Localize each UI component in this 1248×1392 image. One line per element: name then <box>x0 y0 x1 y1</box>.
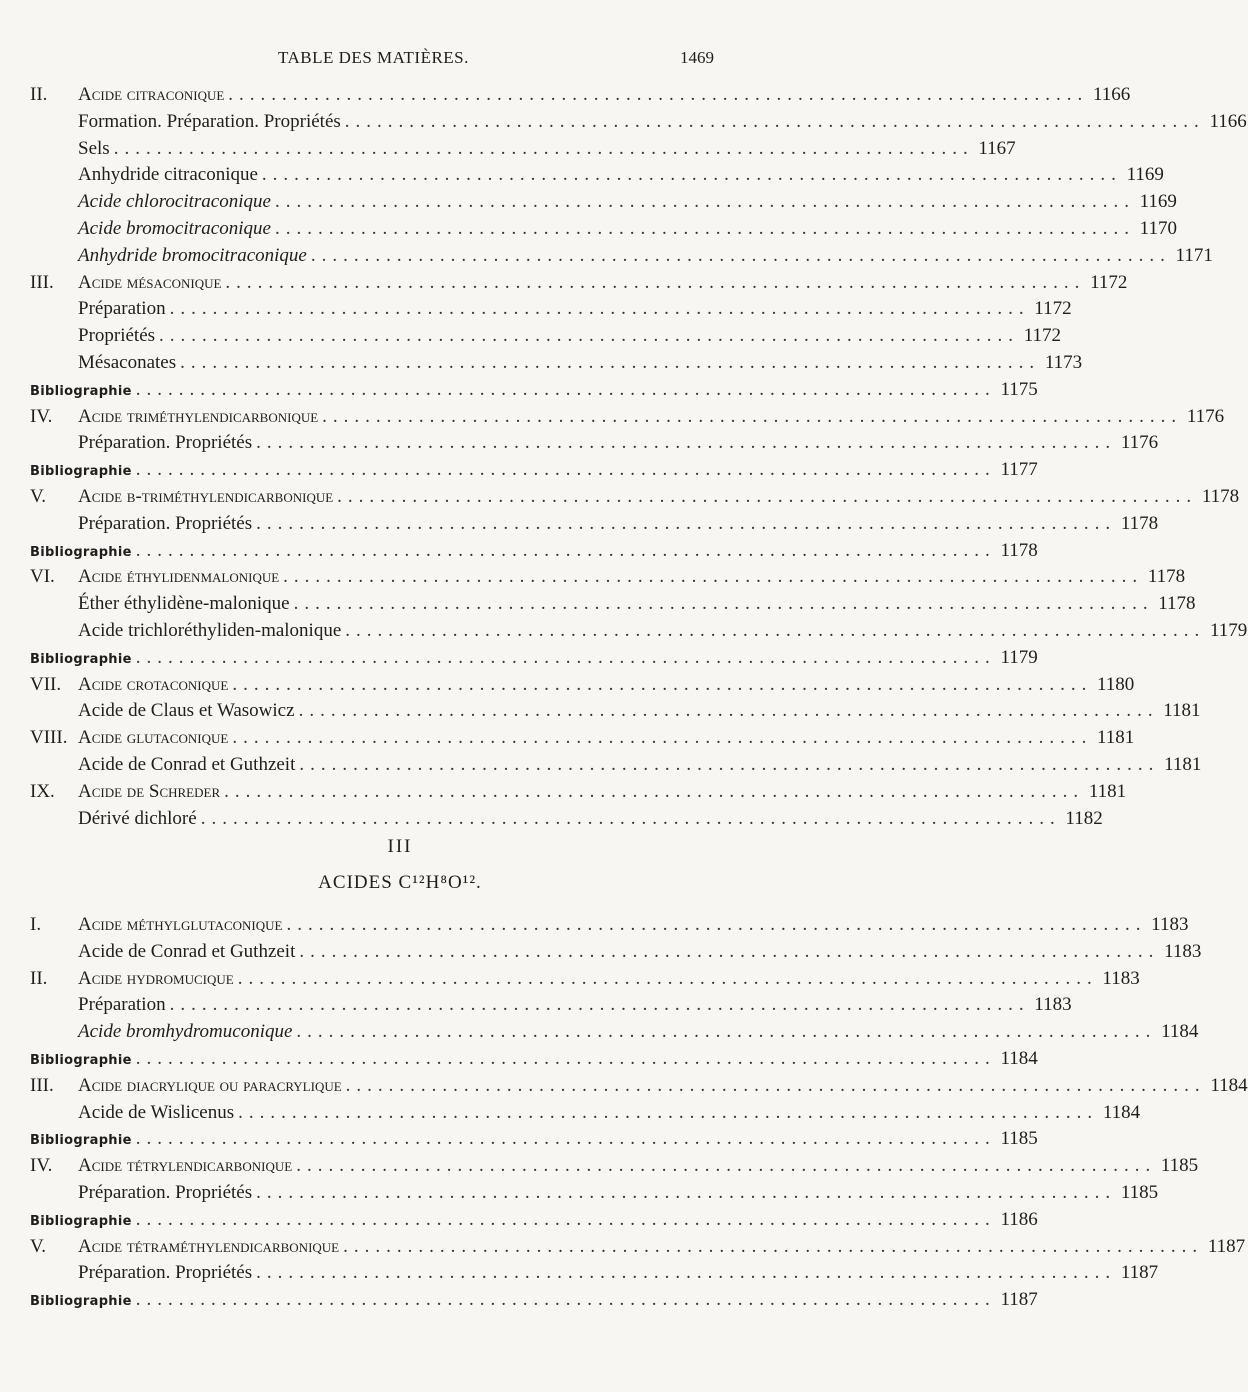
entry-title: Acide bromhydromuconique <box>78 1021 293 1043</box>
entry-page-number: 1172 <box>1090 271 1128 293</box>
toc-sub-entry <box>30 164 1164 190</box>
toc-chapter-entry <box>30 84 1131 110</box>
dot-leader: ................................................................................ <box>232 727 1093 749</box>
entry-page-number: 1181 <box>1163 700 1201 722</box>
entry-title: Bibliographie <box>30 651 132 667</box>
dot-leader: ................................................................................ <box>237 967 1098 989</box>
entry-title: Acide bromocitraconique <box>78 218 271 239</box>
toc-chapter-entry <box>30 780 1127 807</box>
toc-sub-entry <box>30 1021 1199 1047</box>
toc-sub-entry <box>30 700 1201 726</box>
running-header <box>0 44 800 74</box>
entry-page-number: 1178 <box>1201 486 1240 507</box>
entry-page-number: 1183 <box>1102 967 1140 989</box>
entry-page-number: 1183 <box>1151 914 1189 935</box>
entry-page-number: 1171 <box>1175 244 1213 266</box>
entry-numeral: III. <box>30 271 54 293</box>
dot-leader: ................................................................................ <box>296 1021 1157 1043</box>
entry-numeral: I. <box>30 914 42 935</box>
entry-title: Mésaconates <box>78 352 177 373</box>
toc-sub-entry <box>30 1182 1159 1208</box>
dot-leader: ................................................................................ <box>299 754 1160 775</box>
toc-sub-entry <box>30 110 1247 137</box>
toc-sub-entry <box>30 325 1062 351</box>
entry-page-number: 1172 <box>1023 325 1062 347</box>
toc-chapter-entry <box>30 914 1189 940</box>
entry-title: Formation. Préparation. Propriétés <box>78 110 341 132</box>
entry-title: Acide éthylidenmalonique <box>78 566 280 588</box>
entry-page-number: 1186 <box>1000 1208 1038 1230</box>
entry-title: Anhydride bromocitraconique <box>78 244 307 266</box>
dot-leader: ................................................................................ <box>135 378 996 400</box>
entry-title: Bibliographie <box>30 1133 132 1149</box>
dot-leader: ................................................................................ <box>322 405 1183 427</box>
entry-page-number: 1178 <box>1158 593 1196 615</box>
entry-title: Préparation. Propriétés <box>78 1182 253 1203</box>
entry-title: Bibliographie <box>30 1213 132 1229</box>
dot-leader: ................................................................................ <box>345 620 1206 641</box>
toc-sub-entry <box>30 754 1202 780</box>
toc-sub-entry <box>30 218 1177 244</box>
entry-title: Anhydride citraconique <box>78 164 258 186</box>
dot-leader: ................................................................................ <box>200 807 1061 829</box>
dot-leader: ................................................................................ <box>298 700 1159 722</box>
toc-chapter-entry <box>30 673 1135 700</box>
dot-leader: ................................................................................ <box>310 244 1171 266</box>
toc-sub-entry <box>30 298 1072 324</box>
dot-leader: ................................................................................ <box>293 593 1154 615</box>
entry-title: Acide diacrylique ou paracrylique <box>78 1074 342 1096</box>
entry-title: Acide glutaconique <box>78 727 229 749</box>
entry-numeral: II. <box>30 967 48 989</box>
toc-chapter-entry <box>30 1155 1199 1181</box>
entry-title: Éther éthylidène-malonique <box>78 593 290 615</box>
toc-chapter-entry <box>30 405 1225 432</box>
entry-numeral: IV. <box>30 405 53 427</box>
toc-bibliography-entry <box>30 646 1038 673</box>
toc-sub-entry <box>30 512 1159 539</box>
toc-sub-entry <box>30 432 1159 458</box>
toc-sub-entry <box>30 352 1083 378</box>
dot-leader: ................................................................................ <box>169 298 1030 320</box>
entry-page-number: 1177 <box>1000 459 1038 481</box>
toc-bibliography-entry <box>30 459 1038 485</box>
entry-page-number: 1183 <box>1164 940 1202 962</box>
entry-title: Acide chlorocitraconique <box>78 191 271 213</box>
toc-chapter-entry <box>30 271 1128 298</box>
entry-numeral: III. <box>30 1074 54 1096</box>
entry-page-number: 1183 <box>1034 994 1072 1016</box>
entry-title: Bibliographie <box>30 1053 132 1068</box>
entry-page-number: 1178 <box>1000 539 1038 561</box>
dot-leader: ................................................................................ <box>135 1208 996 1230</box>
dot-leader: ................................................................................ <box>261 164 1122 186</box>
dot-leader: ................................................................................ <box>343 1235 1204 1257</box>
entry-page-number: 1175 <box>1000 378 1038 400</box>
entry-page-number: 1176 <box>1120 432 1159 454</box>
entry-title: Acide de Claus et Wasowicz <box>78 700 295 722</box>
entry-page-number: 1185 <box>1160 1155 1199 1177</box>
entry-title: Préparation. Propriétés <box>78 1262 253 1284</box>
toc-chapter-entry <box>30 967 1140 994</box>
entry-page-number: 1182 <box>1065 807 1103 829</box>
entry-page-number: 1181 <box>1088 780 1127 802</box>
entry-title: Préparation <box>78 298 166 320</box>
entry-page-number: 1169 <box>1139 191 1177 213</box>
entry-title: Acide tétrylendicarbonique <box>78 1155 293 1177</box>
entry-page-number: 1181 <box>1097 727 1135 749</box>
dot-leader: ................................................................................ <box>256 432 1117 454</box>
entry-title: Acide β-triméthylendicarbonique <box>78 486 334 507</box>
entry-title: Acide de Conrad et Guthzeit <box>78 940 296 962</box>
entry-title: Préparation <box>78 994 166 1016</box>
entry-numeral: VIII. <box>30 727 68 749</box>
dot-leader: ................................................................................ <box>135 1128 996 1150</box>
dot-leader: ................................................................................ <box>224 780 1085 802</box>
entry-page-number: 1184 <box>1210 1074 1248 1096</box>
dot-leader: ................................................................................ <box>169 994 1030 1016</box>
dot-leader: ................................................................................ <box>232 673 1093 695</box>
dot-leader: ................................................................................ <box>225 271 1086 293</box>
dot-leader: ................................................................................ <box>283 566 1144 588</box>
entry-page-number: 1170 <box>1139 218 1177 239</box>
entry-title: Acide de Schreder <box>78 780 221 802</box>
section-numeral: III <box>387 836 413 857</box>
entry-page-number: 1167 <box>978 137 1016 159</box>
toc-bibliography-entry <box>30 378 1038 405</box>
entry-page-number: 1179 <box>1209 620 1248 641</box>
entry-title: Acide mésaconique <box>78 271 222 293</box>
dot-leader: ................................................................................ <box>256 512 1117 534</box>
dot-leader: ................................................................................ <box>113 137 974 159</box>
entry-title: Bibliographie <box>30 544 132 560</box>
entry-title: Acide de Wislicenus <box>78 1101 235 1123</box>
entry-title: Préparation. Propriétés <box>78 512 253 534</box>
entry-numeral: II. <box>30 84 48 105</box>
dot-leader: ................................................................................ <box>286 914 1147 935</box>
toc-chapter-entry <box>30 727 1135 753</box>
entry-title: Bibliographie <box>30 383 132 399</box>
entry-numeral: V. <box>30 486 47 507</box>
toc-sub-entry <box>30 593 1196 619</box>
dot-leader: ................................................................................ <box>135 539 996 561</box>
dot-leader: ................................................................................ <box>238 1101 1099 1123</box>
entry-title: Acide tétraméthylendicarbonique <box>78 1235 340 1257</box>
toc-bibliography-entry <box>30 1048 1038 1074</box>
entry-title: Bibliographie <box>30 1294 132 1310</box>
header-title: TABLE DES MATIÈRES. <box>278 48 469 67</box>
toc-sub-entry <box>30 137 1016 164</box>
entry-page-number: 1169 <box>1126 164 1164 186</box>
entry-title: Préparation. Propriétés <box>78 432 253 454</box>
dot-leader: ................................................................................ <box>274 191 1135 213</box>
dot-leader: ................................................................................ <box>135 1048 996 1069</box>
toc-chapter-entry <box>30 1074 1248 1101</box>
entry-page-number: 1173 <box>1044 352 1083 373</box>
toc-sub-entry <box>30 994 1072 1020</box>
entry-title: Acide crotaconique <box>78 673 229 695</box>
toc-sub-entry <box>30 191 1177 217</box>
dot-leader: ................................................................................ <box>135 646 996 668</box>
dot-leader: ................................................................................ <box>256 1182 1117 1203</box>
dot-leader: ................................................................................ <box>345 1074 1206 1096</box>
entry-page-number: 1178 <box>1120 512 1159 534</box>
entry-page-number: 1176 <box>1186 405 1225 427</box>
toc-bibliography-entry <box>30 1208 1038 1235</box>
entry-title: Acide hydromucique <box>78 967 234 989</box>
dot-leader: ................................................................................ <box>344 110 1205 132</box>
entry-title: Propriétés <box>78 325 156 347</box>
entry-numeral: IV. <box>30 1155 53 1177</box>
entry-title: Acide trichloréthyliden-malonique <box>78 620 342 641</box>
toc-chapter-entry <box>30 1235 1246 1262</box>
section-title: ACIDES C¹²H⁸O¹². <box>318 872 482 893</box>
entry-page-number: 1181 <box>1164 754 1202 775</box>
dot-leader: ................................................................................ <box>296 1155 1157 1177</box>
entry-page-number: 1166 <box>1093 84 1131 105</box>
entry-page-number: 1179 <box>1000 646 1038 668</box>
entry-title: Acide de Conrad et Guthzeit <box>78 754 296 775</box>
toc-bibliography-entry <box>30 539 1038 566</box>
entry-title: Acide triméthylendicarbonique <box>78 405 319 427</box>
entry-title: Sels <box>78 137 110 159</box>
dot-leader: ................................................................................ <box>274 218 1135 239</box>
toc-bibliography-entry <box>30 1289 1038 1315</box>
entry-numeral: VI. <box>30 566 55 588</box>
entry-title: Dérivé dichloré <box>78 807 197 829</box>
entry-page-number: 1185 <box>1120 1182 1159 1203</box>
toc-sub-entry <box>30 1262 1159 1288</box>
entry-numeral: VII. <box>30 673 62 695</box>
entry-numeral: IX. <box>30 780 55 802</box>
toc-sub-entry <box>30 940 1202 967</box>
entry-page-number: 1187 <box>1120 1262 1159 1284</box>
entry-page-number: 1187 <box>1207 1235 1246 1257</box>
entry-title: Bibliographie <box>30 464 132 480</box>
dot-leader: ................................................................................ <box>135 459 996 481</box>
toc-sub-entry <box>30 244 1213 271</box>
entry-page-number: 1185 <box>1000 1128 1038 1150</box>
toc-sub-entry <box>30 807 1103 834</box>
dot-leader: ................................................................................ <box>135 1289 996 1311</box>
entry-page-number: 1172 <box>1034 298 1072 320</box>
dot-leader: ................................................................................ <box>180 352 1041 373</box>
dot-leader: ................................................................................ <box>337 486 1198 507</box>
entry-page-number: 1184 <box>1102 1101 1141 1123</box>
dot-leader: ................................................................................ <box>228 84 1089 105</box>
dot-leader: ................................................................................ <box>299 940 1160 962</box>
header-page-number: 1469 <box>680 48 714 67</box>
entry-title: Acide méthylglutaconique <box>78 914 283 935</box>
entry-page-number: 1180 <box>1097 673 1135 695</box>
entry-numeral: V. <box>30 1235 47 1257</box>
entry-title: Acide citraconique <box>78 84 225 105</box>
entry-page-number: 1178 <box>1147 566 1186 588</box>
toc-sub-entry <box>30 1101 1141 1128</box>
entry-page-number: 1184 <box>1000 1048 1038 1069</box>
entry-page-number: 1187 <box>1000 1289 1038 1311</box>
dot-leader: ................................................................................ <box>159 325 1020 347</box>
entry-page-number: 1184 <box>1161 1021 1199 1043</box>
entry-page-number: 1166 <box>1209 110 1247 132</box>
toc-chapter-entry <box>30 486 1240 512</box>
toc-bibliography-entry <box>30 1128 1038 1154</box>
toc-chapter-entry <box>30 566 1186 592</box>
toc-sub-entry <box>30 620 1248 646</box>
dot-leader: ................................................................................ <box>256 1262 1117 1284</box>
